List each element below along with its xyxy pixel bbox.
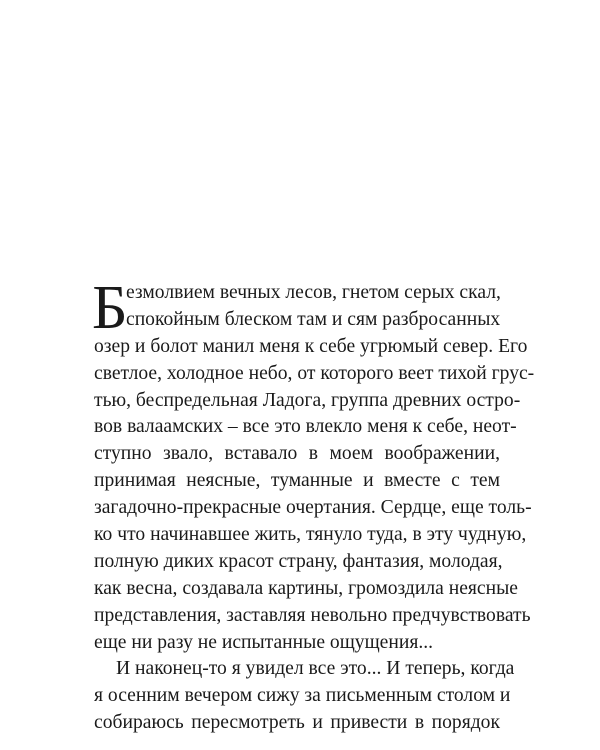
text-line: еще ни разу не испытанные ощущения... bbox=[94, 631, 434, 653]
text-line: загадочно-прекрасные очертания. Сердце, еще толь- bbox=[94, 497, 532, 519]
text-line: ко что начинавшее жить, тянуло туда, в эту чудную, bbox=[94, 524, 527, 546]
text-line: тью, беспредельная Ладога, группа древних остро- bbox=[94, 389, 521, 411]
text-line: светлое, холодное небо, от которого веет тихой грус- bbox=[94, 362, 535, 384]
text-line: принимая неясные, туманные и вместе с тем bbox=[94, 470, 500, 492]
text-line: вов валаамских – все это влекло меня к себе, неот- bbox=[94, 416, 517, 438]
text-line: И наконец-то я увидел все это... И теперь, когда bbox=[116, 658, 515, 680]
body-text bbox=[92, 274, 535, 737]
text-line: я осенним вечером сижу за письменным столом и bbox=[94, 685, 511, 707]
text-line: озер и болот манил меня к себе угрюмый север. Его bbox=[94, 335, 528, 357]
text-line: ступно звало, вставало в моем воображении, bbox=[94, 443, 500, 465]
text-line: представления, заставляя невольно предчувствовать bbox=[94, 604, 531, 626]
text-line: спокойным блеском там и сям разбросанных bbox=[126, 308, 501, 330]
text-line: как весна, создавала картины, громоздила неясные bbox=[94, 577, 518, 599]
text-line: собираюсь пересмотреть и привести в порядок bbox=[94, 712, 500, 734]
drop-cap-letter: Б bbox=[92, 274, 128, 342]
text-line: полную диких красот страну, фантазия, молодая, bbox=[94, 550, 503, 572]
text-line: езмолвием вечных лесов, гнетом серых скал, bbox=[126, 282, 501, 303]
